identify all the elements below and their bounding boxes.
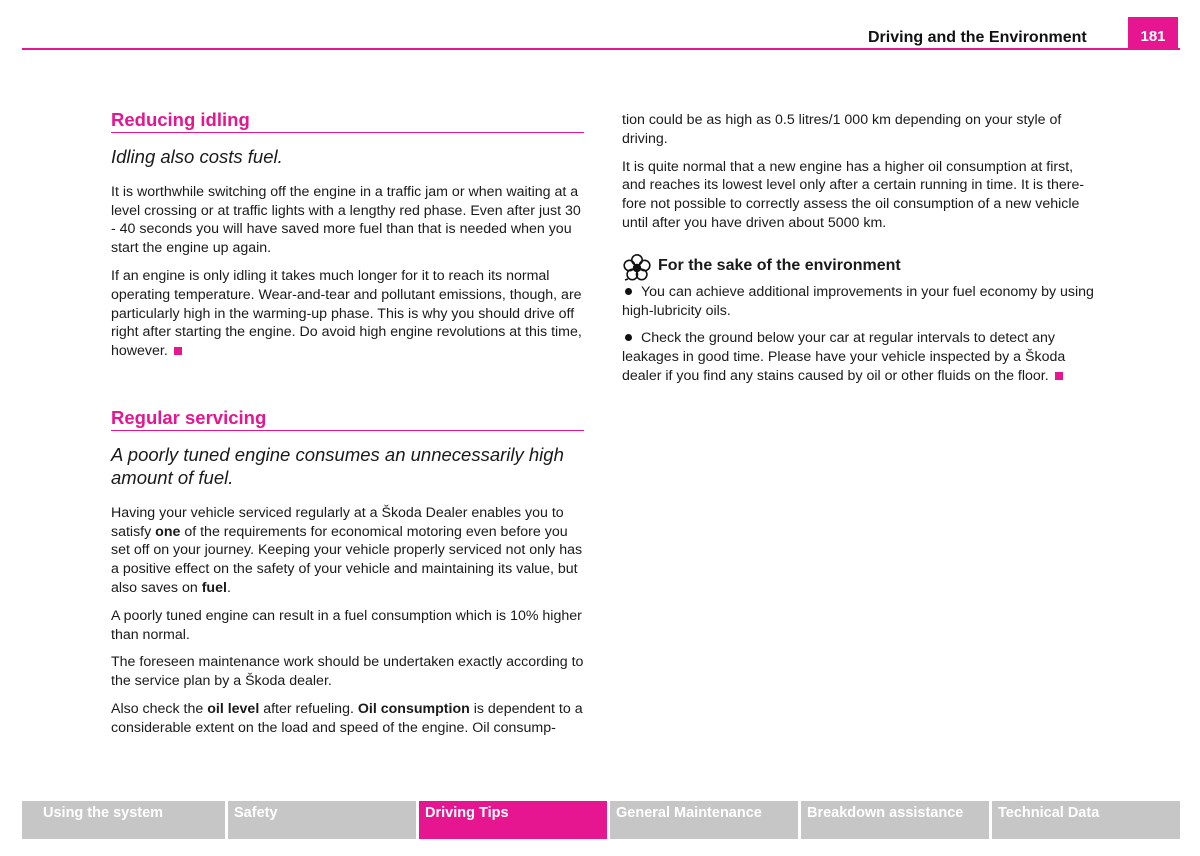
paragraph: tion could be as high as 0.5 litres/1 000 km depending on your style of driving.	[622, 112, 1062, 147]
bullet-item	[622, 283, 1098, 321]
page-number: 181	[1128, 17, 1178, 49]
bullet-text: Check the ground below your car at regular intervals to detect any leakages in good time. Please have your vehicle inspected by a Škoda dealer if you find any stains caused by oil or other fluids on the floor.	[622, 330, 1066, 384]
text: Having your vehicle serviced regularly at a Škoda Dealer enables you to satisfy	[111, 504, 564, 540]
paragraph: A poorly tuned engine can result in a fuel consumption which is 10% higher than normal.	[111, 607, 582, 643]
heading-regular-servicing: Regular servicing	[111, 409, 584, 431]
text: is dependent to a considerable extent on the load and speed of the engine. Oil consump-	[111, 700, 583, 736]
nav-tab-safety[interactable]: Safety	[228, 801, 416, 839]
text: .	[226, 579, 231, 596]
bullet-dot	[625, 288, 632, 295]
text: Also check the	[111, 700, 208, 717]
bullet-item	[622, 329, 1098, 385]
bullet-dot	[625, 334, 632, 341]
bold-text: Oil consumption	[357, 700, 470, 717]
bold-text: one	[155, 523, 181, 540]
flower-icon	[622, 253, 652, 281]
paragraph: The foreseen maintenance work should be undertaken exactly according to the service plan by a Škoda dealer.	[111, 654, 584, 690]
bold-text: oil level	[207, 700, 260, 717]
text: of the requirements for economical motoring even before you set off on your journey. Keeping your vehicle properly serviced not only has a positive effect on the safety of your vehicle and maintaining its value, but also saves on	[111, 523, 583, 596]
left-column	[111, 111, 584, 747]
paragraph-text: If an engine is only idling it takes much longer for it to reach its normal operating temperature. Wear-and-tear and pollutant emissions, though, are particularly high in the warming-up phase. This is why you should drive off right after starting the engine. Do avoid high engine revolutions at this time, however.	[111, 267, 582, 360]
header-rule	[22, 48, 1180, 50]
section-end-marker	[174, 347, 182, 355]
page-header-title: Driving and the Environment	[868, 29, 1087, 46]
chapter-nav-bar	[22, 801, 1180, 839]
paragraph: It is quite normal that a new engine has a higher oil consumption at first, and reaches its lowest level only after a certain running in time. It is there-fore not possible to correctly assess the oil consumption of a new vehicle until after you have driven about 5000 km.	[622, 158, 1085, 231]
nav-tab-using-the-system[interactable]: Using the system	[22, 801, 225, 839]
environment-note-title: For the sake of the environment	[658, 257, 901, 275]
paragraph	[111, 700, 584, 738]
nav-tab-breakdown-assistance[interactable]: Breakdown assistance	[801, 801, 989, 839]
paragraph: It is worthwhile switching off the engine in a traffic jam or when waiting at a level crossing or at traffic lights with a lengthy red phase. Even after just 30 - 40 seconds you will have saved more fuel than that is needed when you start the engine up again.	[111, 183, 581, 257]
environment-note-heading	[622, 253, 1098, 281]
right-column	[622, 111, 1098, 395]
bullet-text: You can achieve additional improvements in your fuel economy by using high-lubricity oils.	[622, 283, 1094, 319]
section-end-marker	[1055, 372, 1063, 380]
lead-reducing-idling: Idling also costs fuel.	[111, 145, 283, 167]
nav-tab-general-maintenance[interactable]: General Maintenance	[610, 801, 798, 839]
text: after refueling.	[259, 700, 358, 717]
paragraph	[111, 504, 584, 598]
bold-text: fuel	[201, 579, 227, 596]
heading-reducing-idling: Reducing idling	[111, 111, 584, 133]
paragraph	[111, 267, 584, 361]
nav-tab-driving-tips[interactable]: Driving Tips	[419, 801, 607, 839]
nav-tab-technical-data[interactable]: Technical Data	[992, 801, 1180, 839]
lead-regular-servicing: A poorly tuned engine consumes an unnecessarily high amount of fuel.	[111, 443, 564, 488]
